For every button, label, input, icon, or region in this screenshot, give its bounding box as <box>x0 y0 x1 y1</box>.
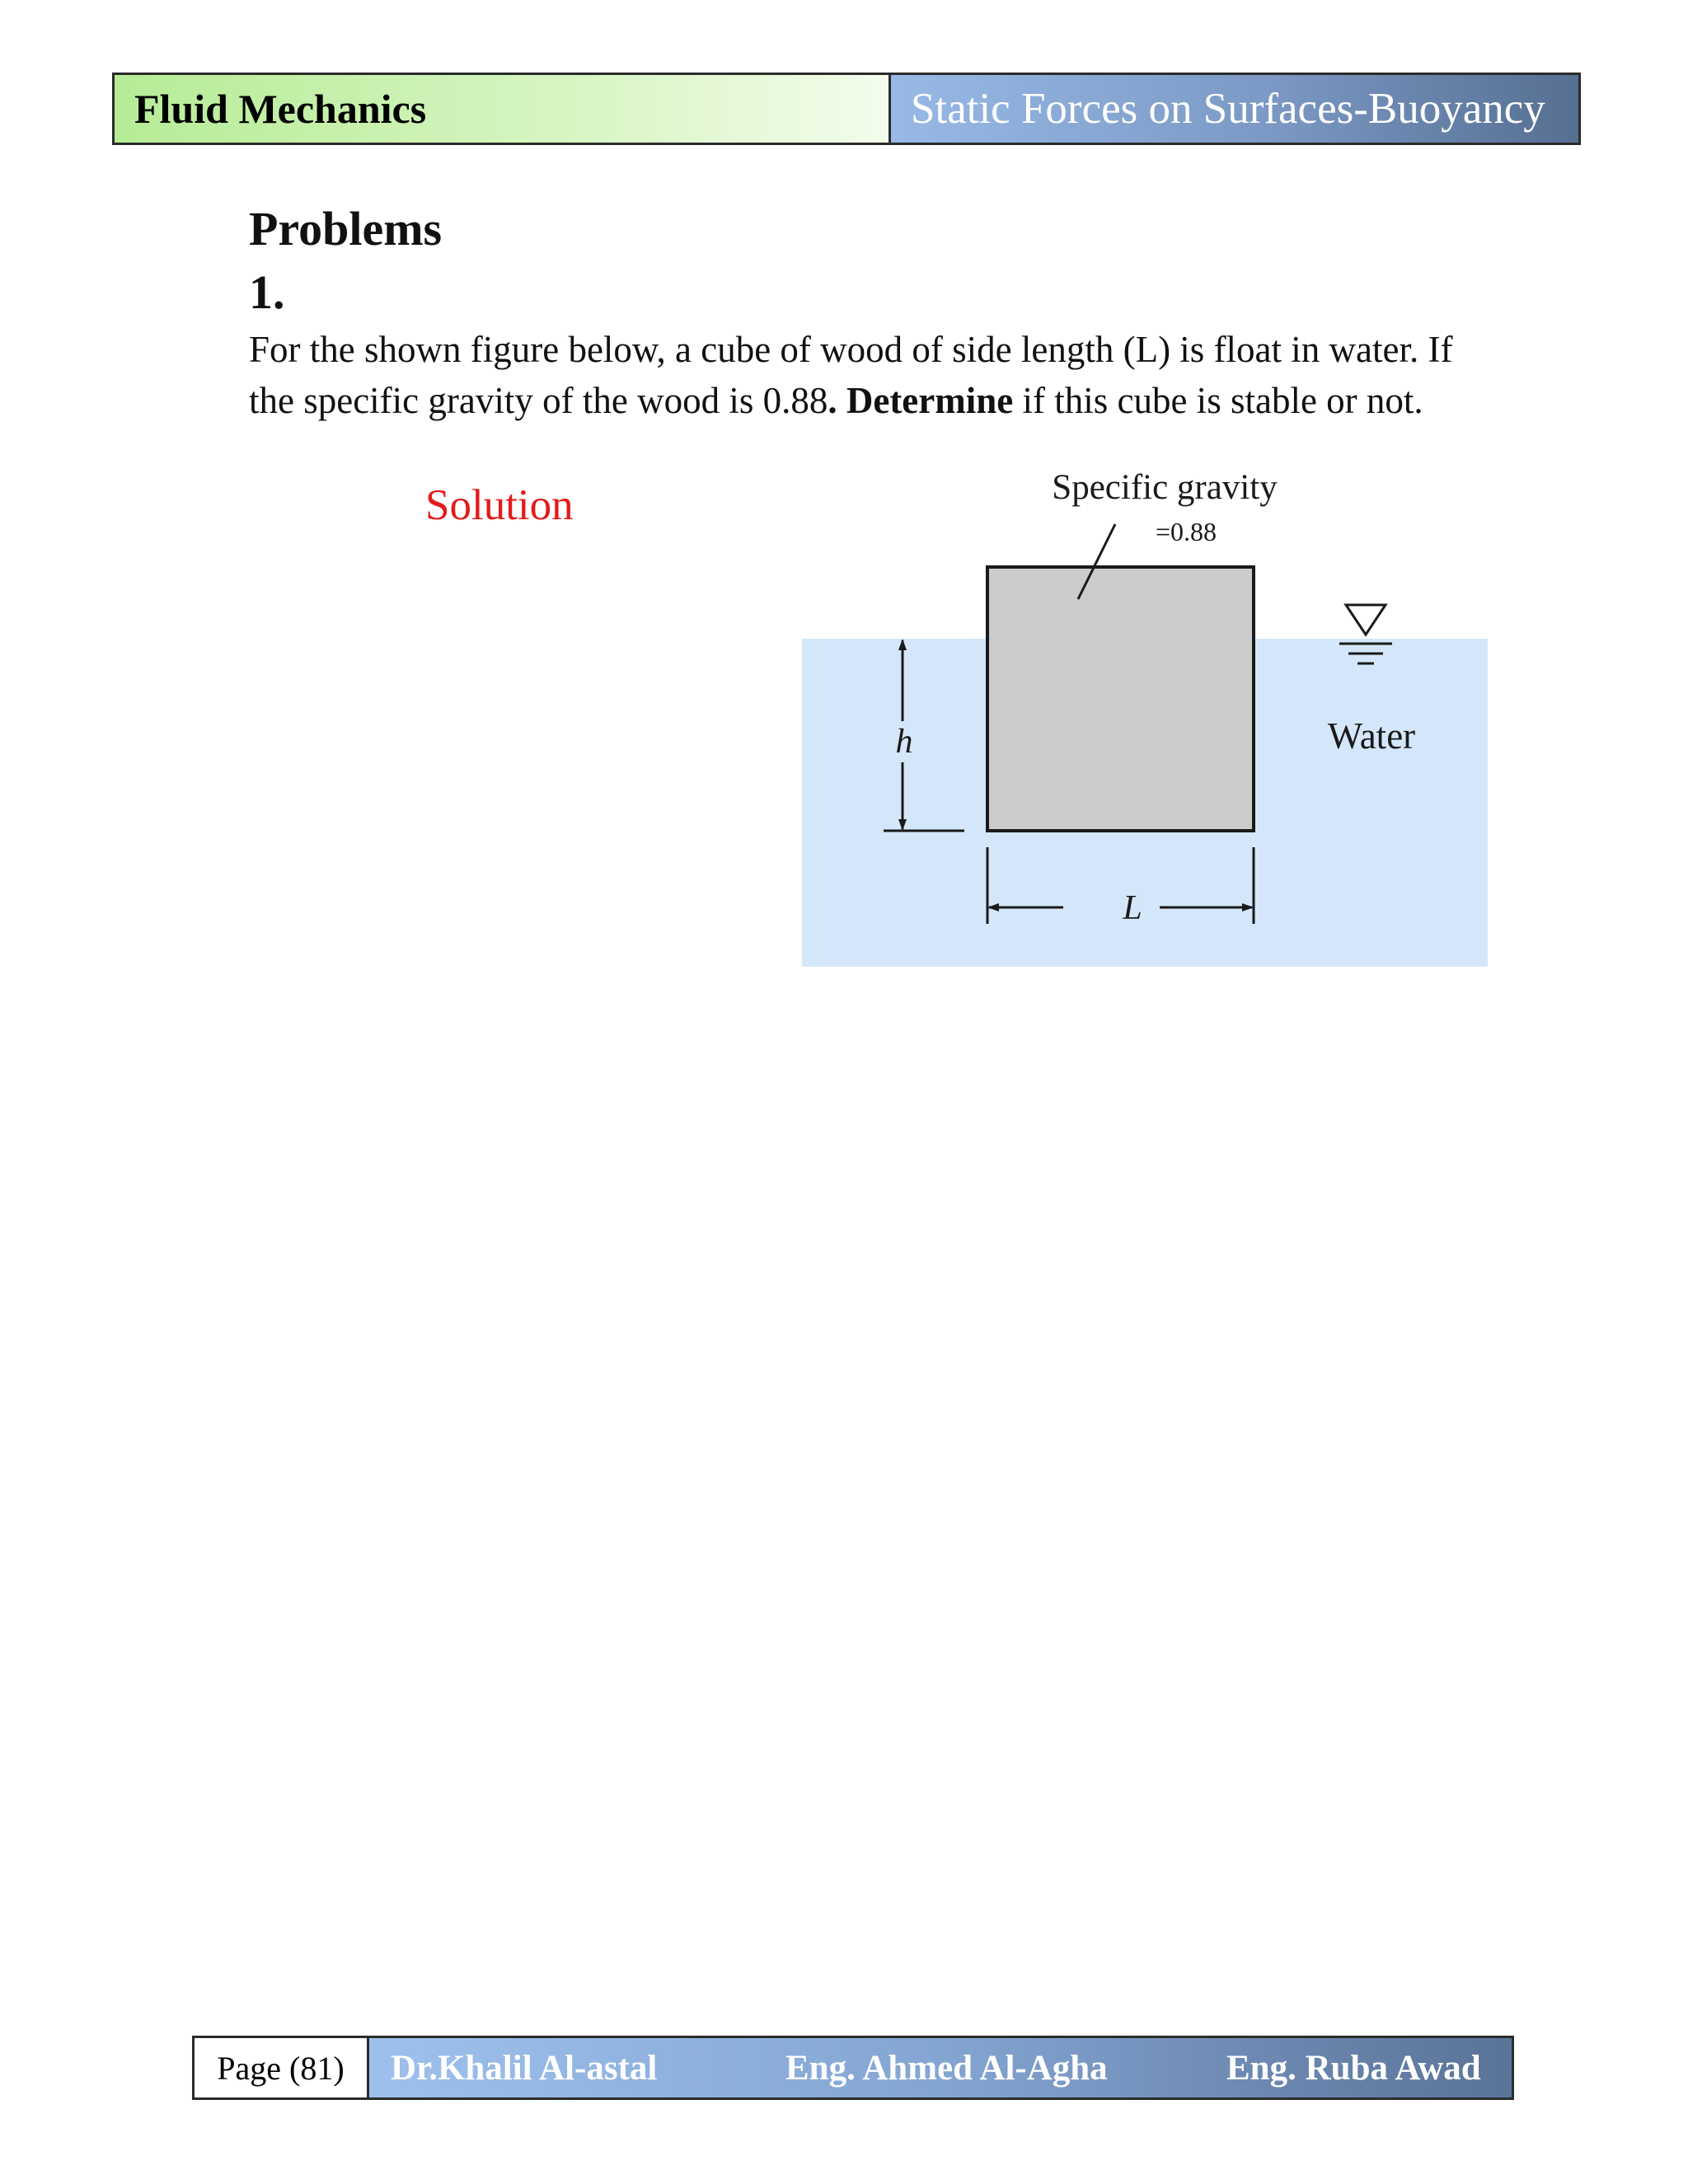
page-number: Page (81) <box>195 2038 369 2097</box>
solution-label: Solution <box>425 481 574 529</box>
course-title: Fluid Mechanics <box>115 75 891 143</box>
problem-statement <box>249 324 1461 426</box>
section-title: Problems <box>249 202 443 255</box>
problem-text-bold: . Determine <box>828 380 1014 421</box>
water-label: Water <box>1327 715 1416 757</box>
floating-cube-figure <box>791 457 1500 977</box>
problem-text-part1: For the shown figure below, a cube of wood of side length (L) is float in water. If the specific gravity of the wood is 0.88 <box>249 329 1453 421</box>
chapter-title: Static Forces on Surfaces-Buoyancy <box>891 75 1578 143</box>
height-label: h <box>895 723 913 761</box>
page-footer <box>192 2036 1514 2100</box>
author-1: Dr.Khalil Al-astal <box>391 2048 658 2088</box>
page-header <box>112 73 1581 145</box>
problem-number: 1. <box>249 265 285 319</box>
authors-bar <box>369 2038 1512 2097</box>
author-3: Eng. Ruba Awad <box>1226 2048 1481 2088</box>
specific-gravity-label: Specific gravity <box>1052 468 1278 507</box>
wood-cube <box>987 567 1254 831</box>
specific-gravity-value: =0.88 <box>1156 517 1217 546</box>
author-2: Eng. Ahmed Al-Agha <box>785 2048 1108 2088</box>
length-label: L <box>1123 889 1142 927</box>
problem-text-part2: if this cube is stable or not. <box>1013 380 1423 421</box>
